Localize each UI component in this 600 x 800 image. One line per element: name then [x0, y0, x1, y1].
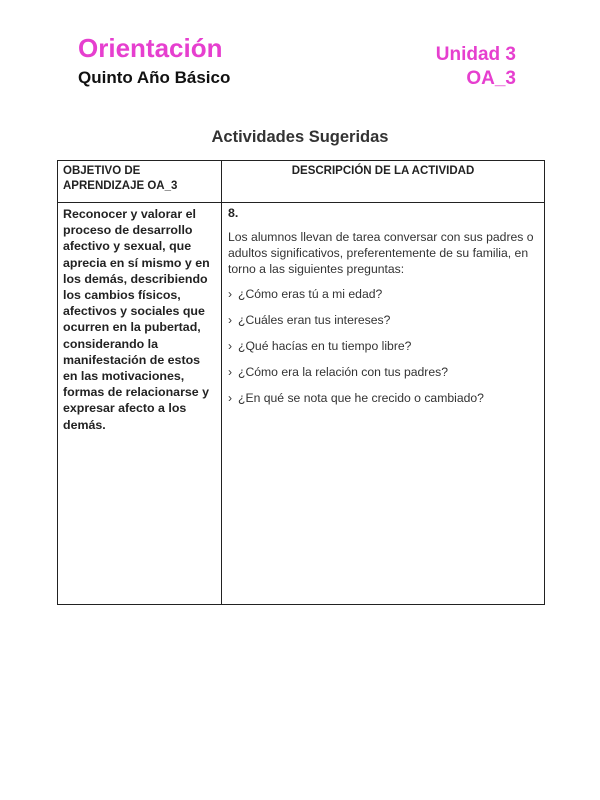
- objective-header: OBJETIVO DE APRENDIZAJE OA_3: [58, 161, 222, 203]
- question-text: ¿Cuáles eran tus intereses?: [238, 312, 391, 327]
- activity-intro: Los alumnos llevan de tarea conversar con sus padres o adultos significativos, preferentemente de su familia, en torno a las siguientes preguntas:: [228, 230, 534, 277]
- question-item: [228, 364, 538, 380]
- bullet-icon: ›: [228, 286, 233, 301]
- description-cell: [222, 203, 545, 605]
- subject-title: Orientación: [78, 33, 223, 63]
- unit-label: Unidad 3: [435, 44, 516, 65]
- table-row: [58, 203, 545, 605]
- question-text: ¿Cómo era la relación con tus padres?: [238, 364, 449, 379]
- bullet-icon: ›: [228, 338, 233, 353]
- question-item: [228, 338, 538, 354]
- bullet-icon: ›: [228, 390, 233, 405]
- description-header: DESCRIPCIÓN DE LA ACTIVIDAD: [222, 161, 545, 203]
- section-title: Actividades Sugeridas: [211, 128, 389, 146]
- bullet-icon: ›: [228, 312, 233, 327]
- question-item: [228, 286, 538, 302]
- question-text: ¿Qué hacías en tu tiempo libre?: [238, 338, 412, 353]
- table-header-row: [58, 161, 545, 203]
- objective-cell: [58, 203, 222, 605]
- question-item: [228, 390, 538, 406]
- bullet-icon: ›: [228, 364, 233, 379]
- objective-text: Reconocer y valorar el proceso de desarrollo afectivo y sexual, que aprecia en sí mismo y en los demás, describiendo los cambios físicos, afectivos y sociales que ocurren en la pubertad, considerando la manifestación de estos en las motivaciones, formas de relacionarse y expresar afecto a los demás.: [63, 207, 210, 432]
- activities-table: [57, 160, 545, 605]
- question-item: [228, 312, 538, 328]
- activity-number: 8.: [228, 206, 239, 220]
- oa-label: OA_3: [466, 68, 516, 89]
- grade-title: Quinto Año Básico: [78, 68, 231, 87]
- question-text: ¿Cómo eras tú a mi edad?: [238, 286, 383, 301]
- question-text: ¿En qué se nota que he crecido o cambiado?: [238, 390, 484, 405]
